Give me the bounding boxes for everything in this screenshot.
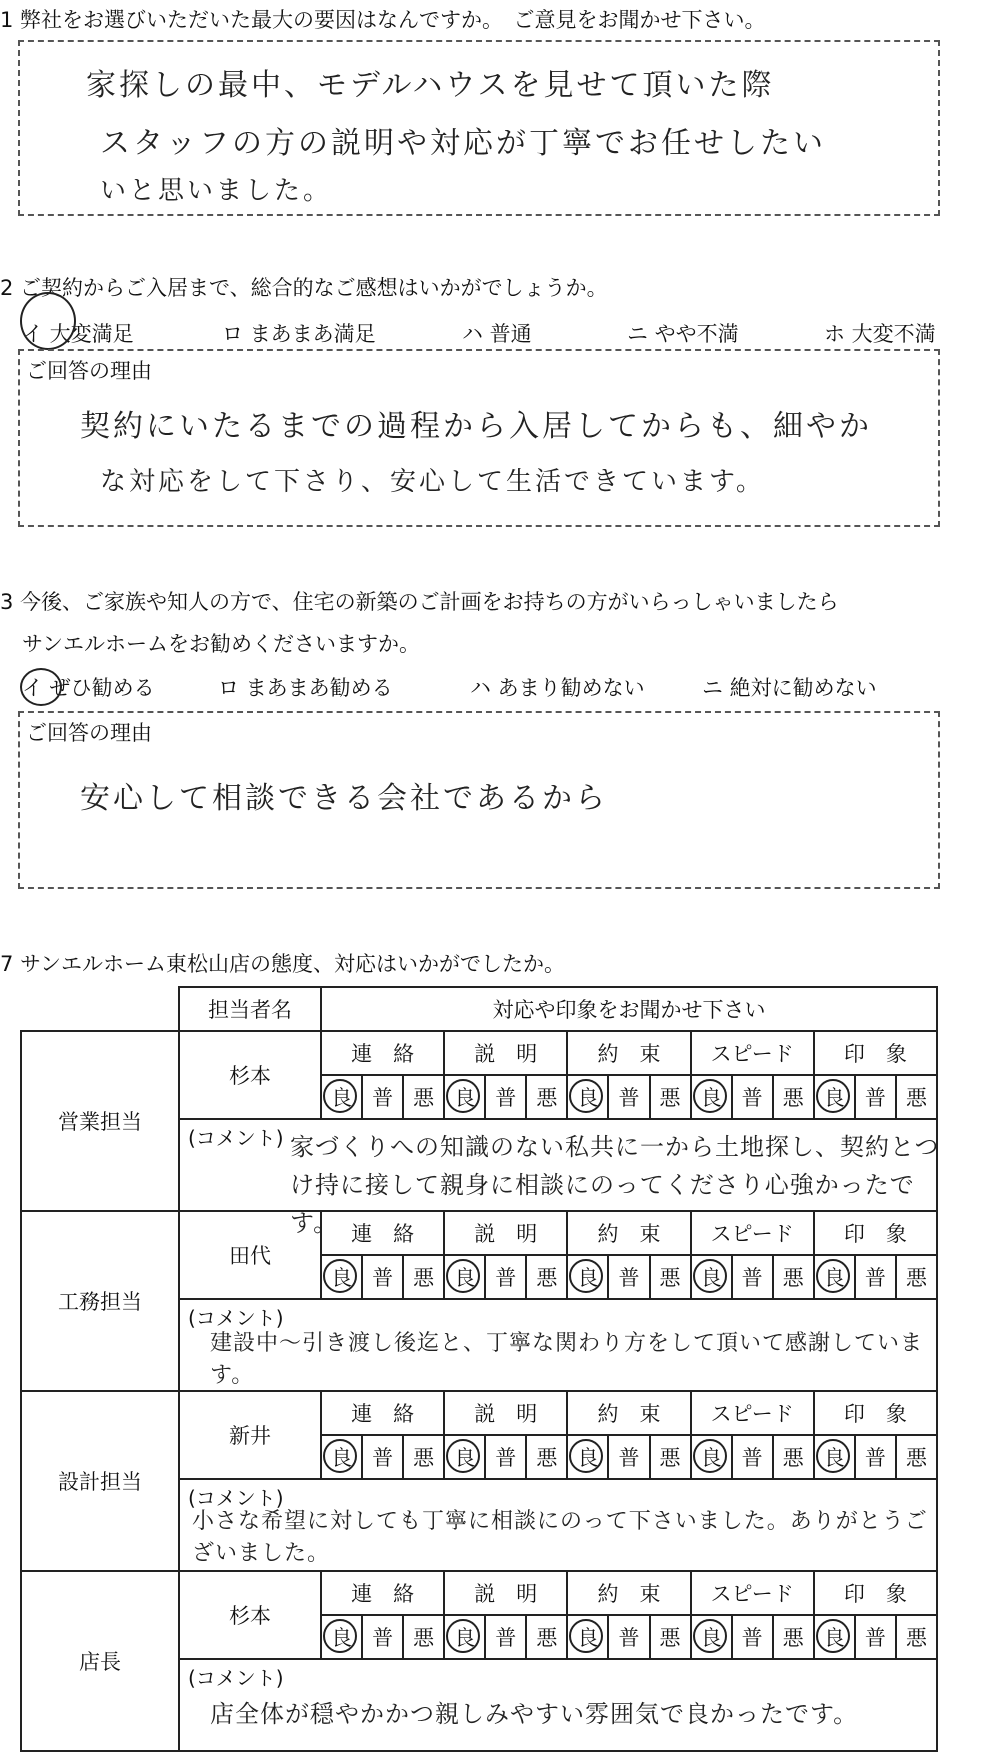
rating-bad[interactable]: 悪	[773, 1075, 814, 1119]
answer-line-3: いと思いました。	[100, 176, 333, 206]
reason-2-line-1: 契約にいたるまでの過程から入居してからも、細やか	[80, 409, 872, 444]
rating-bad[interactable]: 悪	[403, 1255, 444, 1299]
rating-normal[interactable]: 普	[855, 1255, 896, 1299]
staff-name: 杉本	[179, 1031, 321, 1119]
criterion-contact: 連 絡	[321, 1571, 444, 1615]
option-3-c[interactable]: ハ あまり勧めない	[470, 676, 645, 700]
comment-text: 小さな希望に対しても丁寧に相談にのって下さいました。ありがとうございました。	[192, 1509, 928, 1566]
selection-circle	[816, 1079, 850, 1113]
selection-circle	[816, 1439, 850, 1473]
selection-circle	[816, 1619, 850, 1653]
selection-circle	[693, 1439, 727, 1473]
option-2-d[interactable]: ニ やや不満	[627, 322, 739, 346]
question-3-line-2: サンエルホームをお勧めくださいますか。	[22, 632, 420, 656]
selection-circle	[693, 1259, 727, 1293]
staff-name: 杉本	[179, 1571, 321, 1659]
rating-good[interactable]: 良	[444, 1615, 485, 1659]
rating-bad[interactable]: 悪	[403, 1075, 444, 1119]
criterion-promise: 約 束	[567, 1211, 690, 1255]
rating-normal[interactable]: 普	[485, 1615, 526, 1659]
rating-good[interactable]: 良	[444, 1075, 485, 1119]
rating-normal[interactable]: 普	[485, 1255, 526, 1299]
selection-circle	[446, 1439, 480, 1473]
reason-3-line-1: 安心して相談できる会社であるから	[80, 781, 608, 816]
option-3-b[interactable]: ロ まあまあ勧める	[218, 676, 393, 700]
option-3-d[interactable]: ニ 絶対に勧めない	[702, 676, 877, 700]
options-3	[22, 672, 982, 702]
criterion-speed: スピード	[691, 1391, 814, 1435]
option-3-a[interactable]: イ ぜひ勧める	[22, 676, 155, 700]
rating-normal[interactable]: 普	[732, 1075, 773, 1119]
rating-bad[interactable]: 悪	[650, 1075, 691, 1119]
rating-good[interactable]: 良	[444, 1435, 485, 1479]
comment-label: (コメント)	[188, 1486, 284, 1510]
selection-circle	[323, 1259, 357, 1293]
answer-box-1	[18, 40, 940, 216]
rating-good[interactable]: 良	[321, 1255, 362, 1299]
selection-circle	[816, 1259, 850, 1293]
rating-good[interactable]: 良	[444, 1255, 485, 1299]
comment-text: 店全体が穏やかかつ親しみやすい雰囲気で良かったです。	[210, 1700, 859, 1728]
role-cell: 営業担当	[21, 1031, 179, 1211]
rating-normal[interactable]: 普	[362, 1075, 403, 1119]
rating-bad[interactable]: 悪	[403, 1615, 444, 1659]
question-2: 2 ご契約からご入居まで、総合的なご感想はいかがでしょうか。	[0, 276, 608, 300]
option-2-c[interactable]: ハ 普通	[462, 322, 532, 346]
criterion-promise: 約 束	[567, 1031, 690, 1075]
question-7: 7 サンエルホーム東松山店の態度、対応はいかがでしたか。	[0, 952, 565, 976]
comment-cell	[179, 1659, 937, 1751]
question-1: 1 弊社をお選びいただいた最大の要因はなんですか。 ご意見をお聞かせ下さい。	[0, 8, 766, 32]
rating-normal[interactable]: 普	[608, 1435, 649, 1479]
rating-normal[interactable]: 普	[855, 1435, 896, 1479]
rating-good[interactable]: 良	[567, 1255, 608, 1299]
rating-bad[interactable]: 悪	[526, 1435, 567, 1479]
comment-cell	[179, 1299, 937, 1391]
rating-good[interactable]: 良	[691, 1255, 732, 1299]
rating-bad[interactable]: 悪	[650, 1615, 691, 1659]
rating-good[interactable]: 良	[691, 1615, 732, 1659]
rating-good[interactable]: 良	[321, 1435, 362, 1479]
header-rating: 対応や印象をお聞かせ下さい	[321, 987, 937, 1031]
rating-normal[interactable]: 普	[732, 1435, 773, 1479]
rating-normal[interactable]: 普	[362, 1255, 403, 1299]
staff-name: 新井	[179, 1391, 321, 1479]
rating-normal[interactable]: 普	[485, 1075, 526, 1119]
option-2-b[interactable]: ロ まあまあ満足	[222, 322, 376, 346]
criterion-contact: 連 絡	[321, 1391, 444, 1435]
rating-good[interactable]: 良	[691, 1435, 732, 1479]
options-2	[22, 318, 982, 348]
role-cell: 設計担当	[21, 1391, 179, 1571]
criterion-promise: 約 束	[567, 1391, 690, 1435]
rating-good[interactable]: 良	[567, 1435, 608, 1479]
reason-label-3: ご回答の理由	[26, 721, 152, 745]
criterion-speed: スピード	[691, 1031, 814, 1075]
rating-good[interactable]: 良	[567, 1615, 608, 1659]
rating-normal[interactable]: 普	[485, 1435, 526, 1479]
rating-normal[interactable]: 普	[608, 1075, 649, 1119]
comment-label: (コメント)	[188, 1306, 284, 1330]
criterion-contact: 連 絡	[321, 1031, 444, 1075]
selection-circle	[446, 1259, 480, 1293]
rating-normal[interactable]: 普	[608, 1615, 649, 1659]
rating-normal[interactable]: 普	[608, 1255, 649, 1299]
criterion-explanation: 説 明	[444, 1391, 567, 1435]
rating-bad[interactable]: 悪	[526, 1075, 567, 1119]
selection-circle	[446, 1619, 480, 1653]
rating-good[interactable]: 良	[321, 1075, 362, 1119]
reason-box-2	[18, 349, 940, 527]
criterion-speed: スピード	[691, 1571, 814, 1615]
selection-circle-q3	[20, 668, 62, 706]
rating-normal[interactable]: 普	[362, 1435, 403, 1479]
comment-text: 家づくりへの知識のない私共に一から土地探し、契約とつけ持に接して親身に相談にのってくださり心強かったです。	[290, 1133, 940, 1237]
criterion-impression: 印 象	[814, 1571, 937, 1615]
criterion-impression: 印 象	[814, 1031, 937, 1075]
selection-circle	[693, 1619, 727, 1653]
rating-bad[interactable]: 悪	[773, 1255, 814, 1299]
rating-good[interactable]: 良	[691, 1075, 732, 1119]
option-2-e[interactable]: ホ 大変不満	[824, 322, 936, 346]
rating-bad[interactable]: 悪	[403, 1435, 444, 1479]
selection-circle-q2	[20, 292, 76, 350]
selection-circle	[323, 1079, 357, 1113]
rating-good[interactable]: 良	[567, 1075, 608, 1119]
rating-normal[interactable]: 普	[855, 1615, 896, 1659]
comment-label: (コメント)	[188, 1126, 284, 1150]
reason-2-line-2: な対応をして下さり、安心して生活できています。	[100, 467, 765, 497]
criterion-contact: 連 絡	[321, 1211, 444, 1255]
option-2-a[interactable]: イ 大変満足	[22, 322, 134, 346]
rating-normal[interactable]: 普	[732, 1255, 773, 1299]
role-cell: 店長	[21, 1571, 179, 1751]
header-staff-name: 担当者名	[179, 987, 321, 1031]
rating-good[interactable]: 良	[321, 1615, 362, 1659]
answer-line-2: スタッフの方の説明や対応が丁寧でお任せしたい	[100, 126, 826, 161]
criterion-explanation: 説 明	[444, 1211, 567, 1255]
rating-bad[interactable]: 悪	[650, 1255, 691, 1299]
rating-bad[interactable]: 悪	[896, 1615, 937, 1659]
selection-circle	[323, 1439, 357, 1473]
criterion-explanation: 説 明	[444, 1571, 567, 1615]
criterion-speed: スピード	[691, 1211, 814, 1255]
question-3-line-1: 3 今後、ご家族や知人の方で、住宅の新築のご計画をお持ちの方がいらっしゃいましたら	[0, 590, 839, 614]
reason-box-3	[18, 711, 940, 889]
role-cell: 工務担当	[21, 1211, 179, 1391]
rating-normal[interactable]: 普	[362, 1615, 403, 1659]
rating-good[interactable]: 良	[814, 1075, 855, 1119]
rating-bad[interactable]: 悪	[773, 1615, 814, 1659]
rating-bad[interactable]: 悪	[896, 1255, 937, 1299]
rating-good[interactable]: 良	[814, 1435, 855, 1479]
staff-name: 田代	[179, 1211, 321, 1299]
selection-circle	[323, 1619, 357, 1653]
comment-text: 建設中～引き渡し後迄と、丁寧な関わり方をして頂いて感謝しています。	[210, 1331, 924, 1388]
rating-normal[interactable]: 普	[855, 1075, 896, 1119]
comment-cell	[179, 1479, 937, 1571]
criterion-impression: 印 象	[814, 1211, 937, 1255]
selection-circle	[693, 1079, 727, 1113]
rating-bad[interactable]: 悪	[526, 1615, 567, 1659]
staff-rating-table	[20, 986, 938, 1752]
rating-good[interactable]: 良	[814, 1615, 855, 1659]
criterion-explanation: 説 明	[444, 1031, 567, 1075]
selection-circle	[446, 1079, 480, 1113]
rating-bad[interactable]: 悪	[526, 1255, 567, 1299]
comment-label: (コメント)	[188, 1666, 284, 1690]
rating-normal[interactable]: 普	[732, 1615, 773, 1659]
rating-bad[interactable]: 悪	[896, 1435, 937, 1479]
reason-label-2: ご回答の理由	[26, 359, 152, 383]
rating-bad[interactable]: 悪	[896, 1075, 937, 1119]
rating-good[interactable]: 良	[814, 1255, 855, 1299]
rating-bad[interactable]: 悪	[650, 1435, 691, 1479]
rating-bad[interactable]: 悪	[773, 1435, 814, 1479]
criterion-promise: 約 束	[567, 1571, 690, 1615]
answer-line-1: 家探しの最中、モデルハウスを見せて頂いた際	[86, 68, 775, 103]
criterion-impression: 印 象	[814, 1391, 937, 1435]
